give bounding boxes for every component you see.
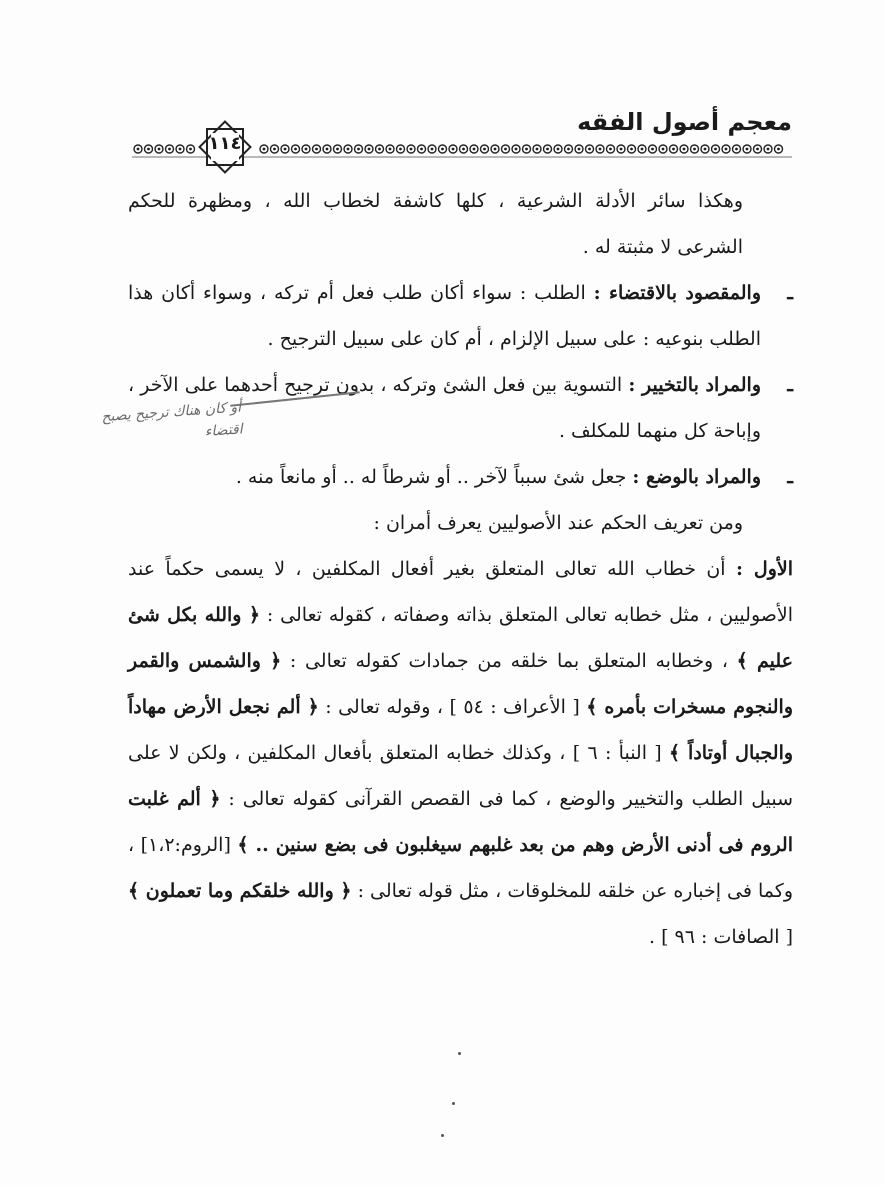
definition-wad: [128, 454, 793, 500]
entry-dash: ـ: [787, 282, 793, 304]
ornament-dot: [641, 148, 644, 151]
ornament-dot: [704, 148, 707, 151]
book-title: معجم أصول الفقه: [577, 108, 792, 136]
quran-quote: ﴿ والله بكل شئ عليم ﴾: [128, 604, 793, 672]
ornament-dot: [525, 148, 528, 151]
ornament-dot: [189, 148, 192, 151]
ornament-dot: [609, 148, 612, 151]
ornament-dot: [767, 148, 770, 151]
page-number: ١١٤: [208, 133, 242, 154]
verse-reference: [الروم:١،٢] ، وكما فى إخباره عن خلقه للمخلوقات ، مثل قوله تعالى :: [128, 834, 793, 902]
entry-dash: ـ: [787, 466, 793, 488]
intro-paragraph: وهكذا سائر الأدلة الشرعية ، كلها كاشفة لخطاب الله ، ومظهرة للحكم الشرعى لا مثبتة له .: [128, 190, 743, 258]
first-text-1: أن خطاب الله تعالى المتعلق بغير أفعال المكلفين ، لا يسمى حكماً عند الأصوليين ، مثل خطابه تعالى المتعلق بذاته وصفاته ، كقوله تعالى :: [128, 558, 794, 626]
definition-text: الطلب : سواء أكان طلب فعل أم تركه ، وسواء أكان هذا الطلب بنوعيه : على سبيل الإلزام ، أم كان على سبيل الترجيح .: [128, 282, 761, 350]
ornament-dot: [567, 148, 570, 151]
quran-quote: ﴿ والله خلقكم وما تعملون ﴾: [128, 880, 352, 902]
page-number-badge: [198, 120, 252, 174]
ornament-dot: [599, 148, 602, 151]
definition-text: جعل شئ سبباً لآخر .. أو شرطاً له .. أو مانعاً منه .: [235, 466, 627, 488]
first-text-4: وكذلك خطابه المتعلق بأفعال المكلفين ، ولكن لا على سبيل الطلب والتخيير والوضع ، كما فى القصص القرآنى كقوله تعالى :: [128, 742, 793, 810]
ornament-dot: [546, 148, 549, 151]
ornament-dot: [462, 148, 465, 151]
ornament-dot: [431, 148, 434, 151]
ornament-dot: [630, 148, 633, 151]
ornament-dot: [368, 148, 371, 151]
ornament-dot: [735, 148, 738, 151]
quran-quote: ﴿ ألم غلبت الروم فى أدنى الأرض وهم من بعد غلبهم سيغلبون فى بضع سنين .. ﴾: [128, 788, 793, 856]
ornament-dot: [693, 148, 696, 151]
ornament-dot: [410, 148, 413, 151]
ornament-dot: [305, 148, 308, 151]
quran-quote: ﴿ ألم نجعل الأرض مهاداً والجبال أوتاداً ﴾: [128, 696, 794, 764]
ornament-dot: [294, 148, 297, 151]
ornament-dot: [620, 148, 623, 151]
ornament-dot: [746, 148, 749, 151]
ornament-dot: [756, 148, 759, 151]
ornament-dot: [683, 148, 686, 151]
ornament-dot: [578, 148, 581, 151]
ornament-dot: [494, 148, 497, 151]
ornament-dot: [399, 148, 402, 151]
first-matter-paragraph: [128, 546, 793, 960]
scan-speck: [458, 1052, 461, 1055]
ornament-dot: [473, 148, 476, 151]
ornament-dot: [315, 148, 318, 151]
page-body: [128, 178, 793, 960]
transition-paragraph: ومن تعريف الحكم عند الأصوليين يعرف أمران :: [373, 512, 743, 534]
ornament-dot: [662, 148, 665, 151]
ornament-dot: [168, 148, 171, 151]
ornament-dot: [588, 148, 591, 151]
ornament-dot: [326, 148, 329, 151]
entry-dash: ـ: [787, 374, 793, 396]
ornament-dot: [714, 148, 717, 151]
definition-text: التسوية بين فعل الشئ وتركه ، بدون ترجيح أحدهما على الآخر ، وإباحة كل منهما للمكلف .: [128, 374, 761, 442]
handwritten-line: أو كان هناك ترجيح يصبح: [100, 399, 242, 426]
verse-reference: [ الصافات : ٩٦ ] .: [649, 926, 793, 948]
verse-reference: [ الأعراف : ٥٤ ] ،: [436, 696, 580, 718]
definition-term: والمقصود بالاقتضاء :: [593, 282, 761, 304]
scan-speck: [452, 1102, 455, 1105]
ornament-dot: [273, 148, 276, 151]
ornament-dot: [147, 148, 150, 151]
ornament-dot: [536, 148, 539, 151]
ornament-dot: [651, 148, 654, 151]
ornament-dot: [158, 148, 161, 151]
ornament-dot: [179, 148, 182, 151]
first-text-3: وقوله تعالى :: [325, 696, 431, 718]
handwritten-line: اقتضاء: [204, 421, 244, 441]
ornament-dot: [389, 148, 392, 151]
ornament-dot: [441, 148, 444, 151]
first-text-2: ، وخطابه المتعلق بما خلقه من جمادات كقوله تعالى :: [289, 650, 728, 672]
ornament-dot: [357, 148, 360, 151]
scan-speck: [441, 1134, 444, 1137]
ornament-dot: [483, 148, 486, 151]
ornament-dot: [725, 148, 728, 151]
ornament-dot: [504, 148, 507, 151]
definition-iqtida: [128, 270, 793, 362]
ornament-dot: [137, 148, 140, 151]
ornament-dot: [263, 148, 266, 151]
ornament-dot: [452, 148, 455, 151]
ornament-dot: [336, 148, 339, 151]
ornament-dot: [557, 148, 560, 151]
definition-term: والمراد بالتخيير :: [628, 374, 761, 396]
ornament-dot: [420, 148, 423, 151]
ornament-dot: [347, 148, 350, 151]
ornament-dot: [284, 148, 287, 151]
quran-quote: ﴿ والشمس والقمر والنجوم مسخرات بأمره ﴾: [128, 650, 794, 718]
first-label: الأول :: [735, 558, 793, 580]
definition-term: والمراد بالوضع :: [632, 466, 761, 488]
ornament-dot: [777, 148, 780, 151]
ornament-dot: [378, 148, 381, 151]
verse-reference: [ النبأ : ٦ ] ،: [559, 742, 662, 764]
ornament-dot: [515, 148, 518, 151]
ornament-dot: [672, 148, 675, 151]
